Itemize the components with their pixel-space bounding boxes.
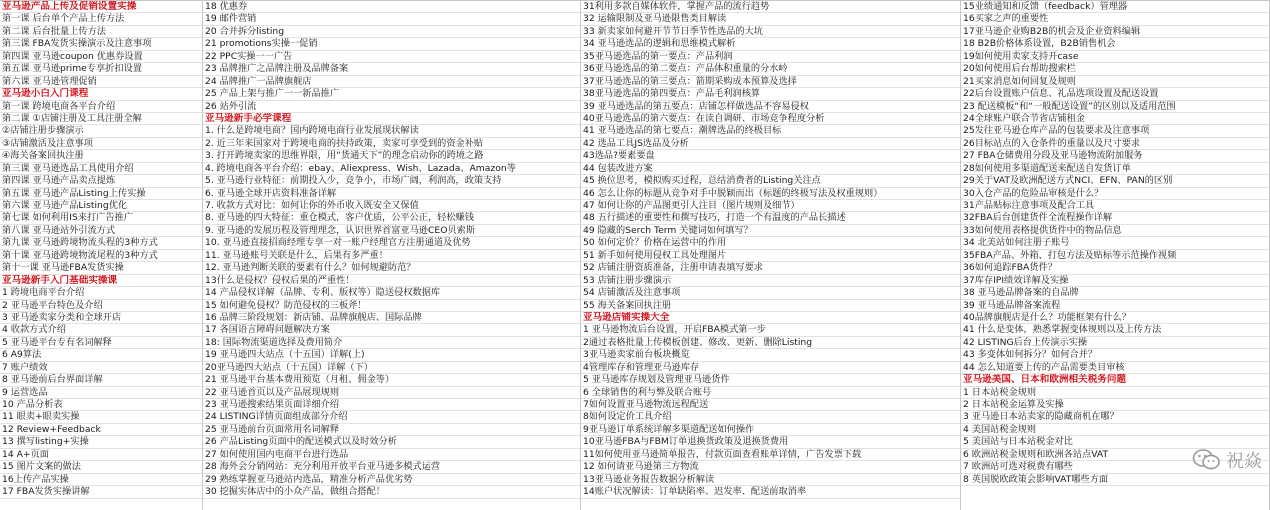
list-item: 41 亚马逊选品的第七要点：潮牌选品的终极目标 xyxy=(581,125,960,137)
list-item: 23 配送模板“和“一般配送设置”的区别以及适用范围 xyxy=(961,101,1269,113)
section-heading: 亚马逊产品上传及促销设置实操 xyxy=(0,1,202,13)
list-item: 1 跨境电商平台介绍 xyxy=(0,287,202,299)
list-item: 15 如何避免侵权？防范侵权的三板斧！ xyxy=(203,300,580,312)
list-item: 18 优惠券 xyxy=(203,1,580,13)
list-item: 33如何使用表格提供货件中的物品信息 xyxy=(961,225,1269,237)
list-item: 34 亚马逊选品的逻辑和思维模式解析 xyxy=(581,38,960,50)
list-item: 第七课 如何利用IS来打广告推广 xyxy=(0,212,202,224)
list-item: 9亚马逊订单系统详解多渠道配送如何操作 xyxy=(581,424,960,436)
list-item: 第二课 后台批量上传方法 xyxy=(0,26,202,38)
list-item: 42 LISTING后台上传演示实操 xyxy=(961,337,1269,349)
list-item: 35FBA产品、外箱、打包方法及贴标等示范操作视频 xyxy=(961,250,1269,262)
list-item: 9. 亚马逊的发展历程及管理理念，认识世界首富亚马逊CEO贝索斯 xyxy=(203,225,580,237)
list-item: 55 海关备案回执注册 xyxy=(581,300,960,312)
list-item: 第一课 跨境电商各平台介绍 xyxy=(0,101,202,113)
list-item: 4. 跨境电商各平台介绍：ebay、Aliexpress、Wish、Lazada、Amazon等 xyxy=(203,163,580,175)
list-item: 16 品牌三阶段规划：新店铺、品牌旗舰店、国际品牌 xyxy=(203,312,580,324)
list-item: 第五课 亚马逊prime专享折扣设置 xyxy=(0,63,202,75)
list-item: 第五课 亚马逊产品Listing上传实操 xyxy=(0,188,202,200)
list-item: 15 图片文案的做法 xyxy=(0,461,202,473)
list-item: 4 美国站税金规则 xyxy=(961,424,1269,436)
list-item: 44 包装改进方案 xyxy=(581,163,960,175)
list-item: 6. 亚马逊全球开店资料准备详解 xyxy=(203,188,580,200)
section-heading: 亚马逊新手入门基础实操课 xyxy=(0,275,202,287)
list-item: 48 五行描述的重要性和撰写技巧，打造一个有温度的产品长描述 xyxy=(581,212,960,224)
list-item: 28 海外会分销网站：充分利用开放平台亚马逊多模式运营 xyxy=(203,461,580,473)
list-item: 16上传产品实操 xyxy=(0,474,202,486)
list-item: 51 新手如何使用侵权工具处理图片 xyxy=(581,250,960,262)
list-item: 6 A9算法 xyxy=(0,349,202,361)
watermark-text: 祝焱 xyxy=(1226,451,1262,472)
list-item: 25发往亚马逊仓库产品的包装要求及注意事项 xyxy=(961,125,1269,137)
list-item: 39 亚马逊品牌备案流程 xyxy=(961,300,1269,312)
list-item: 32FBA后台创建货件全流程操作详解 xyxy=(961,212,1269,224)
list-item: 43选品?要素要盘 xyxy=(581,150,960,162)
list-item: 40亚马逊选品的第六要点：在读自调研、市场竞争程度分析 xyxy=(581,113,960,125)
list-item: 第三课 FBA发货实操演示及注意事项 xyxy=(0,38,202,50)
list-item: 53 店铺注册步骤演示 xyxy=(581,275,960,287)
list-item: 22 亚马逊首页以及产品展现规则 xyxy=(203,387,580,399)
list-item: 11 眼卖+眼卖实操 xyxy=(0,411,202,423)
list-item: 第四课 亚马逊coupon 优惠券设置 xyxy=(0,51,202,63)
list-item: 1 亚马逊物流后台设置，开启FBA模式第一步 xyxy=(581,324,960,336)
list-item: 16买家之声的重要性 xyxy=(961,13,1269,25)
list-item: 41 什么是变体，熟悉掌握变体规则以及上传方法 xyxy=(961,324,1269,336)
list-item: 10亚马逊FBA与FBM订单退换货政策及退换货费用 xyxy=(581,436,960,448)
list-item: 第二课 ①店铺注册及工具注册全解 xyxy=(0,113,202,125)
list-item: 18 B2B价格体系设置，B2B销售机会 xyxy=(961,38,1269,50)
list-item: 46 怎么让你的标题从竞争对手中脱颖而出（标题的终极写法及权重规则） xyxy=(581,188,960,200)
list-item: 32 运输限制及亚马逊限售类目解读 xyxy=(581,13,960,25)
list-item: 6 欧洲站税金规则和欧洲各站点VAT xyxy=(961,449,1269,461)
list-item: 26目标站点的入仓条件的重量以及尺寸要求 xyxy=(961,138,1269,150)
list-item: 4 收款方式介绍 xyxy=(0,324,202,336)
list-item: 13什么是侵权？侵权后果的严重性！ xyxy=(203,275,580,287)
list-item: 27 FBA仓储费用分段及亚马逊物流附加服务 xyxy=(961,150,1269,162)
list-item: 42 选品工具JS选品及分析 xyxy=(581,138,960,150)
list-item: 7 账户绩效 xyxy=(0,362,202,374)
list-item: 3 亚马逊日本站卖家的隐藏商机在哪？ xyxy=(961,411,1269,423)
list-item: 19 亚马逊四大站点（十五国）详解(上) xyxy=(203,349,580,361)
list-item: 30 挖掘实体店中的小众产品，做组合搭配！ xyxy=(203,486,580,498)
list-item: 25 亚马逊前台页面常用名词解释 xyxy=(203,424,580,436)
column-1 xyxy=(0,1,203,510)
list-item: 37库存IPI绩效详解及实操 xyxy=(961,275,1269,287)
list-item: 38 亚马逊品牌备案的自品牌 xyxy=(961,287,1269,299)
list-item: 第八课 亚马逊站外引流方式 xyxy=(0,225,202,237)
list-item: 29 熟练掌握亚马逊站内选品，精准分析产品优劣势 xyxy=(203,474,580,486)
column-2 xyxy=(203,1,581,510)
list-item: 第三课 亚马逊选品工具使用介绍 xyxy=(0,163,202,175)
section-heading: 亚马逊美国、日本和欧洲相关税务问题 xyxy=(961,374,1269,386)
column-4 xyxy=(961,1,1270,510)
column-3 xyxy=(581,1,961,510)
list-item: 第一课 后台单个产品上传方法 xyxy=(0,13,202,25)
list-item: 24全球账户联合节省店铺租金 xyxy=(961,113,1269,125)
list-item: 1 日本站税金规则 xyxy=(961,387,1269,399)
list-item: 第十一课 亚马逊FBA发货实操 xyxy=(0,262,202,274)
list-item: 13亚马逊业务报告数据分析解读 xyxy=(581,474,960,486)
list-item: 7如何设置亚马逊物流远程配送 xyxy=(581,399,960,411)
list-item: 12. 亚马逊判断关联的要素有什么？如何规避防范？ xyxy=(203,262,580,274)
list-item: 19 邮件营销 xyxy=(203,13,580,25)
list-item: 54 店铺激活及注意事项 xyxy=(581,287,960,299)
list-item: 24 LISTING详情页面组成部分介绍 xyxy=(203,411,580,423)
list-item: 24 品牌推广一品牌旗舰店 xyxy=(203,76,580,88)
list-item: 45 换位思考，模拟购买过程，总结消费者的Listing关注点 xyxy=(581,175,960,187)
list-item: 5 美国站与日本站税金对比 xyxy=(961,436,1269,448)
list-item: 13 撰写listing+实操 xyxy=(0,436,202,448)
list-item: 5 亚马逊平台专有名词解释 xyxy=(0,337,202,349)
list-item: 39 亚马逊选品的第五要点：店铺怎样做选品不容易侵权 xyxy=(581,101,960,113)
list-item: 20亚马逊四大站点（十五国）详解（下） xyxy=(203,362,580,374)
list-item: 52 店铺注册资质准备，注册申请表填写要求 xyxy=(581,262,960,274)
list-item: 14账户状况解读：订单缺陷率、迟发率、配送前取消率 xyxy=(581,486,960,498)
list-item: 17 FBA发货实操讲解 xyxy=(0,486,202,498)
list-item: 3. 打开跨境卖家的思维界限，用“货通天下”的理念启动你的跨境之路 xyxy=(203,150,580,162)
list-item: 26 站外引流 xyxy=(203,101,580,113)
list-item: 10. 亚马逊直接招商经理专享一对一账户经理官方注册通道及优势 xyxy=(203,237,580,249)
list-item: 8 亚马逊前后台界面详解 xyxy=(0,374,202,386)
list-item: ④海关备案回执注册 xyxy=(0,150,202,162)
list-item: 3 亚马逊卖家分类和全球开店 xyxy=(0,312,202,324)
list-item: 40品牌旗舰店是什么？功能框架有什么？ xyxy=(961,312,1269,324)
list-item: 17亚马逊企业购B2B的机会及企业资料编辑 xyxy=(961,26,1269,38)
list-item: 15业绩通知和反馈（feedback）管理器 xyxy=(961,1,1269,13)
list-item: 12 Review+Feedback xyxy=(0,424,202,436)
list-item: 22后台设置账户信息、礼品选项设置及配送设置 xyxy=(961,88,1269,100)
list-item: 4管理库存和管理亚马逊库存 xyxy=(581,362,960,374)
list-item: 第四课 亚马逊产品卖点提炼 xyxy=(0,175,202,187)
list-item: 9 运营选品 xyxy=(0,387,202,399)
list-item: 10 产品分析表 xyxy=(0,399,202,411)
list-item: 8 英国脱欧政策会影响VAT哪些方面 xyxy=(961,474,1269,486)
list-item: 1. 什么是跨境电商？国内跨境电商行业发展现状解读 xyxy=(203,125,580,137)
list-item: 21买家消息如何回复及规则 xyxy=(961,76,1269,88)
list-item: 27 如何使用国内电商平台进行选品 xyxy=(203,449,580,461)
list-item: 5. 亚马逊行业特征：前期投入少，竞争小，市场广阔，利润高，政策支持 xyxy=(203,175,580,187)
list-item: 17 各国语言障碍问题解决方案 xyxy=(203,324,580,336)
list-item: 第九课 亚马逊跨境物流头程的3种方式 xyxy=(0,237,202,249)
list-item: 2通过表格批量上传模板创建、修改、更新、删除Listing xyxy=(581,337,960,349)
list-item: 33 新卖家如何避开节节日季节性选品的大坑 xyxy=(581,26,960,38)
list-item: 44 怎么知道要上传的产品需要类目审核 xyxy=(961,362,1269,374)
list-item: ③店铺激活及注意事项 xyxy=(0,138,202,150)
list-item: 14 产品侵权详解（品牌、专利、版权等）隐送侵权数据库 xyxy=(203,287,580,299)
list-item: ②店铺注册步骤演示 xyxy=(0,125,202,137)
list-item: 19如何使用卖家支持开case xyxy=(961,51,1269,63)
list-item: 3亚马逊卖家前台板块概览 xyxy=(581,349,960,361)
list-item: 第十课 亚马逊跨境物流尾程的3种方式 xyxy=(0,250,202,262)
list-item: 7 欧洲站可选对税费有哪些 xyxy=(961,461,1269,473)
list-item: 第六课 亚马逊管理促销 xyxy=(0,76,202,88)
list-item: 20 合并拆分listing xyxy=(203,26,580,38)
list-item: 8. 亚马逊的四大特征：重仓模式，客户优质，公平公正，轻松赚钱 xyxy=(203,212,580,224)
list-item: 8如何设定价工具介绍 xyxy=(581,411,960,423)
section-heading: 亚马逊新手必学课程 xyxy=(203,113,580,125)
list-item: 47 如何让你的产品图更引人注目（图片规则及细节） xyxy=(581,200,960,212)
list-item: 43 多变体如何拆分？如何合并？ xyxy=(961,349,1269,361)
wechat-icon xyxy=(1192,448,1222,472)
list-item: 第六课 亚马逊产品Listing优化 xyxy=(0,200,202,212)
list-item: 2 亚马逊平台特色及介绍 xyxy=(0,300,202,312)
list-item: 23 品牌推广之品牌注册及品牌备案 xyxy=(203,63,580,75)
list-item: 7. 收款方式对比：如何让你的外币收入既安全又保值 xyxy=(203,200,580,212)
list-item: 34 北美站如何注册子账号 xyxy=(961,237,1269,249)
list-item: 37亚马逊选品的第三要点：箭期采购成本预算及选择 xyxy=(581,76,960,88)
list-item: 12 如何请亚马逊第三方物流 xyxy=(581,461,960,473)
list-item: 30入仓产品的危险品审核是什么？ xyxy=(961,188,1269,200)
list-item: 6 全球销售的利与弊及联合账号 xyxy=(581,387,960,399)
list-item: 49 隐藏的Serch Term 关键词如何填写？ xyxy=(581,225,960,237)
list-item: 5 亚马逊库存规划及管理亚马逊货件 xyxy=(581,374,960,386)
list-item: 31产品贴标注意事项及配合工具 xyxy=(961,200,1269,212)
list-item: 11. 亚马逊账号关联是什么，后果有多严重！ xyxy=(203,250,580,262)
list-item: 28如何使用多渠道配送来配送自发货订单 xyxy=(961,163,1269,175)
list-item: 2 日本站税金运算及实操 xyxy=(961,399,1269,411)
list-item: 21 亚马逊平台基本费用预览（月租、佣金等） xyxy=(203,374,580,386)
list-item: 20如何使用后台帮助搜索栏 xyxy=(961,63,1269,75)
list-item: 38亚马逊选品的第四要点：产品毛利润核算 xyxy=(581,88,960,100)
list-item: 50 如何定价？价格在运营中的作用 xyxy=(581,237,960,249)
list-item: 36如何追踪FBA货件？ xyxy=(961,262,1269,274)
list-item: 11如何使用亚马逊简单报告，付款页面查看账单详情，广告发票下载 xyxy=(581,449,960,461)
list-item: 25 产品上架与推广一一新品推广 xyxy=(203,88,580,100)
list-item: 26 产品Listing页面中的配送模式以及时效分析 xyxy=(203,436,580,448)
list-item: 21 promotions实操一促销 xyxy=(203,38,580,50)
list-item: 29关于VAT及欧洲配送方式NCI、EFN、PAN的区别 xyxy=(961,175,1269,187)
list-item: 35亚马逊选品的第一要点：产品利润 xyxy=(581,51,960,63)
list-item: 31利用多款自媒体软件，掌握产品的流行趋势 xyxy=(581,1,960,13)
list-item: 2. 近三年来国家对于跨境电商的扶持政策，卖家可享受到的资金补贴 xyxy=(203,138,580,150)
watermark xyxy=(1192,447,1262,473)
section-heading: 亚马逊店铺实操大全 xyxy=(581,312,960,324)
section-heading: 亚马逊小白入门课程 xyxy=(0,88,202,100)
list-item: 23 亚马逊搜索结果页面详细介绍 xyxy=(203,399,580,411)
list-item: 36亚马逊选品的第二要点：产品体积重量的分水岭 xyxy=(581,63,960,75)
list-item: 18: 国际物流渠道选择及费用简介 xyxy=(203,337,580,349)
list-item: 22 PPC实操一一广告 xyxy=(203,51,580,63)
list-item: 14 A+页面 xyxy=(0,449,202,461)
